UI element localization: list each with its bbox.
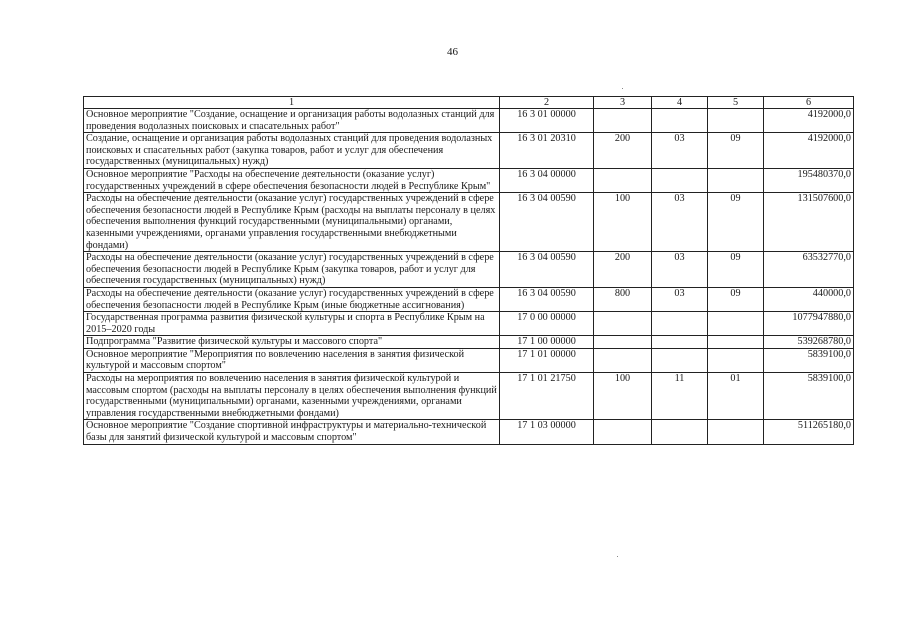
row-expense-type-cell: 100 <box>594 193 652 252</box>
row-code-cell: 17 0 00 00000 <box>500 312 594 336</box>
row-code-cell: 16 3 01 00000 <box>500 109 594 133</box>
row-name-cell: Подпрограмма "Развитие физической культуры и массового спорта" <box>84 336 500 349</box>
row-amount-cell: 440000,0 <box>764 287 854 311</box>
row-subsection-cell: 09 <box>708 133 764 169</box>
row-subsection-cell: 09 <box>708 193 764 252</box>
row-section-cell: 03 <box>652 133 708 169</box>
table-row <box>84 109 854 133</box>
row-expense-type-cell <box>594 348 652 372</box>
row-name-cell: Государственная программа развития физической культуры и спорта в Республике Крым на 2015–2020 годы <box>84 312 500 336</box>
row-name-cell: Расходы на обеспечение деятельности (оказание услуг) государственных учреждений в сфере обеспечения безопасности людей в Республике Крым (закупка товаров, работ и услуг для обеспечения государственных (муниципальных) нужд) <box>84 252 500 288</box>
row-code-cell: 16 3 04 00000 <box>500 168 594 192</box>
row-expense-type-cell: 200 <box>594 133 652 169</box>
row-name-cell: Расходы на мероприятия по вовлечению населения в занятия физической культурой и массовым спортом (расходы на выплаты персоналу в целях обеспечения выполнения функций государственными (муниципальными) органами, казенными учреждениями, органами управления государственными внебюджетными фондами) <box>84 373 500 420</box>
row-expense-type-cell <box>594 168 652 192</box>
row-expense-type-cell: 800 <box>594 287 652 311</box>
row-subsection-cell <box>708 336 764 349</box>
row-amount-cell: 539268780,0 <box>764 336 854 349</box>
table-body <box>84 109 854 445</box>
row-expense-type-cell: 200 <box>594 252 652 288</box>
row-subsection-cell <box>708 312 764 336</box>
table-row <box>84 133 854 169</box>
row-subsection-cell <box>708 168 764 192</box>
row-section-cell <box>652 109 708 133</box>
row-section-cell: 03 <box>652 193 708 252</box>
row-name-cell: Расходы на обеспечение деятельности (оказание услуг) государственных учреждений в сфере обеспечения безопасности людей в Республике Крым (иные бюджетные ассигнования) <box>84 287 500 311</box>
row-name-cell: Основное мероприятие "Создание, оснащение и организация работы водолазных станций для проведения водолазных поисковых и спасательных работ" <box>84 109 500 133</box>
row-subsection-cell <box>708 420 764 444</box>
row-amount-cell: 195480370,0 <box>764 168 854 192</box>
row-code-cell: 16 3 01 20310 <box>500 133 594 169</box>
row-section-cell: 11 <box>652 373 708 420</box>
row-code-cell: 16 3 04 00590 <box>500 252 594 288</box>
row-expense-type-cell <box>594 336 652 349</box>
scan-speck <box>617 556 618 557</box>
row-code-cell: 16 3 04 00590 <box>500 193 594 252</box>
table-row <box>84 312 854 336</box>
row-code-cell: 17 1 00 00000 <box>500 336 594 349</box>
row-name-cell: Основное мероприятие "Мероприятия по вовлечению населения в занятия физической культурой и массовым спортом" <box>84 348 500 372</box>
row-subsection-cell <box>708 348 764 372</box>
table-row <box>84 193 854 252</box>
row-amount-cell: 5839100,0 <box>764 373 854 420</box>
scan-speck <box>622 88 623 89</box>
table-row <box>84 168 854 192</box>
header-col-4: 4 <box>652 97 708 109</box>
row-expense-type-cell <box>594 420 652 444</box>
row-amount-cell: 4192000,0 <box>764 133 854 169</box>
row-amount-cell: 511265180,0 <box>764 420 854 444</box>
table-row <box>84 252 854 288</box>
header-col-5: 5 <box>708 97 764 109</box>
row-amount-cell: 131507600,0 <box>764 193 854 252</box>
row-section-cell <box>652 420 708 444</box>
table-row <box>84 373 854 420</box>
row-amount-cell: 4192000,0 <box>764 109 854 133</box>
row-code-cell: 16 3 04 00590 <box>500 287 594 311</box>
row-amount-cell: 1077947880,0 <box>764 312 854 336</box>
budget-table <box>83 96 854 445</box>
page-number: 46 <box>447 46 458 58</box>
row-subsection-cell <box>708 109 764 133</box>
row-name-cell: Расходы на обеспечение деятельности (оказание услуг) государственных учреждений в сфере обеспечения безопасности людей в Республике Крым (расходы на выплаты персоналу в целях обеспечения выполнения функций государственными (муниципальными) органами, казенными учреждениями, органами управления государственными внебюджетными фондами) <box>84 193 500 252</box>
row-section-cell <box>652 348 708 372</box>
table-row <box>84 287 854 311</box>
row-section-cell <box>652 312 708 336</box>
row-code-cell: 17 1 03 00000 <box>500 420 594 444</box>
table-row <box>84 348 854 372</box>
row-expense-type-cell: 100 <box>594 373 652 420</box>
header-col-6: 6 <box>764 97 854 109</box>
row-amount-cell: 63532770,0 <box>764 252 854 288</box>
row-subsection-cell: 09 <box>708 252 764 288</box>
row-expense-type-cell <box>594 312 652 336</box>
row-code-cell: 17 1 01 00000 <box>500 348 594 372</box>
row-name-cell: Основное мероприятие "Создание спортивной инфраструктуры и материально-технической базы для занятий физической культурой и массовым спортом" <box>84 420 500 444</box>
row-section-cell: 03 <box>652 287 708 311</box>
header-col-2: 2 <box>500 97 594 109</box>
table-row <box>84 336 854 349</box>
row-section-cell <box>652 168 708 192</box>
header-row <box>84 97 854 109</box>
header-col-3: 3 <box>594 97 652 109</box>
row-name-cell: Основное мероприятие "Расходы на обеспечение деятельности (оказание услуг) государственных учреждений в сфере обеспечения безопасности людей в Республике Крым" <box>84 168 500 192</box>
row-code-cell: 17 1 01 21750 <box>500 373 594 420</box>
row-name-cell: Создание, оснащение и организация работы водолазных станций для проведения водолазных поисковых и спасательных работ (закупка товаров, работ и услуг для обеспечения государственных (муниципальных) нужд) <box>84 133 500 169</box>
table-row <box>84 420 854 444</box>
row-section-cell <box>652 336 708 349</box>
row-amount-cell: 5839100,0 <box>764 348 854 372</box>
row-subsection-cell: 01 <box>708 373 764 420</box>
row-subsection-cell: 09 <box>708 287 764 311</box>
header-col-1: 1 <box>84 97 500 109</box>
row-section-cell: 03 <box>652 252 708 288</box>
row-expense-type-cell <box>594 109 652 133</box>
